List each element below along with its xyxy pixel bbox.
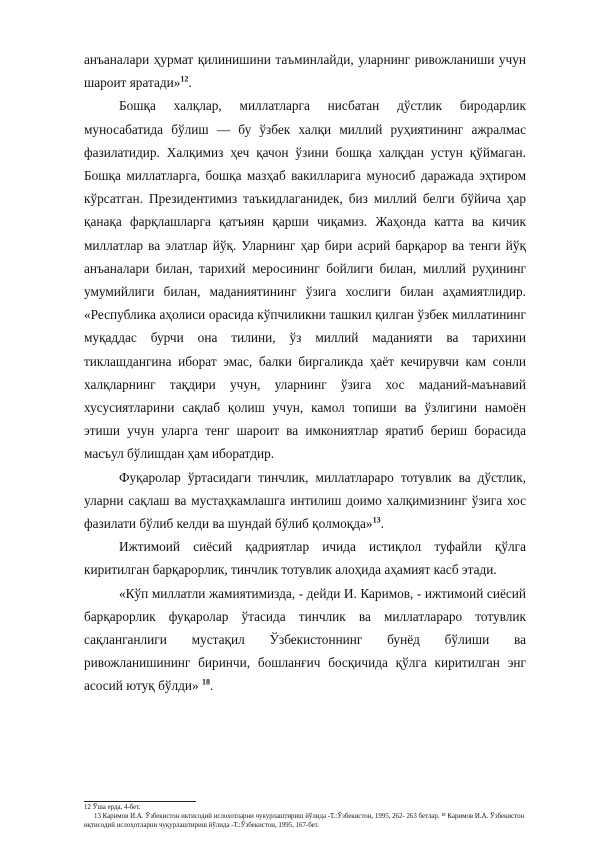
paragraph-1-text: анъаналари ҳурмат қилинишини таъминлайди, уларнинг ривожланиши учун шароит яратади» [84,52,526,91]
paragraph-4-text: Ижтимоий сиёсий қадриятлар ичида истиқлол туфайли қўлга киритилган барқарорлик, тинчлик тотувлик алоҳида аҳамият касб этади. [84,539,526,578]
paragraph-5 [84,582,526,698]
footnote-ref-13[interactable]: 13 [372,515,381,525]
footnote-ref-12[interactable]: 12 [180,74,189,84]
paragraph-3-tail: . [380,516,384,532]
footnote-divider [84,801,196,802]
footnote-12: 12 Ўша ерда, 4-бет. [84,804,141,811]
paragraph-5-tail: . [209,678,214,694]
paragraph-4 [84,535,526,581]
paragraph-3-text: Фуқаролар ўртасидаги тинчлик, миллатлараро тотувлик ва дўстлик, уларни сақлаш ва мустаҳкамлашга интилиш доимо халқимизнинг ўзига хос фазилати бўлиб келди ва шундай бўлиб қолмоқда» [84,469,526,532]
paragraph-1-tail: . [188,75,192,91]
paragraph-3 [84,466,526,536]
footnote-13-18: 13 Каримов И.А. Ўзбекистон иктисодий ислохотларни чукурлаштириш йўлида -Т.:Ўзбекистон, 1995, 262- 263 бетлар. ¹⁸ Каримов И.А. Ўзбекистон иқтисодий ислоҳотларни чуқурлаштириш йўлида -Т.:Ўзбекистон, 1995, 167-бет. [84,813,525,829]
footnote-ref-18[interactable]: 18 [201,678,210,688]
paragraph-5-text: «Кўп миллатли жамиятимизда, - дейди И. Каримов, - ижтимоий сиёсий барқарорлик фуқаролар ўтасида тинчлик ва миллатлараро тотувлик сақланганлиги мустақил Ўзбекистоннинг бунёд бўлиши ва ривожланишининг биринчи, бошланғич босқичида қўлга киритилган энг асосий ютуқ бўлди» [84,585,526,694]
paragraph-2 [84,94,526,465]
document-body [84,48,526,698]
paragraph-2-text: Бошқа халқлар, миллатларга нисбатан дўстлик биродарлик муносабатида бўлиш — бу ўзбек халқи миллий руҳиятининг ажралмас фазилатидир. Халқимиз ҳеч қачон ўзини бошқа халқдан устун қўймаган. Бошқа миллатларга, бошқа мазҳаб вакилларига муносиб даражада эҳтиром кўрсатган. Президентимиз таъкидлаганидек, биз миллий белги бўйича ҳар қанақа фарқлашларга қатъиян қарши чиқамиз. Жаҳонда катта ва кичик миллатлар ва элатлар йўқ. Уларнинг ҳар бири асрий барқарор ва тенги йўқ анъаналари билан, тарихий меросининг бойлиги билан, миллий руҳининг умумийлиги билан, маданиятининг ўзига хослиги билан аҳамиятлидир. «Республика аҳолиси орасида кўпчиликни ташкил қилган ўзбек миллатининг муқаддас бурчи она тилини, ўз миллий маданияти ва тарихини тиклашдангина иборат эмас, балки биргаликда ҳаёт кечирувчи кам сонли халқларнинг тақдири учун, уларнинг ўзига хос маданий-маънавий хусусиятларини сақлаб қолиш учун, камол топиши ва ўзлигини намоён этиши учун уларга тенг шароит ва имкониятлар яратиб бериш борасида масъул бўлишдан ҳам иборатдир. [84,98,526,462]
paragraph-1 [84,48,526,94]
